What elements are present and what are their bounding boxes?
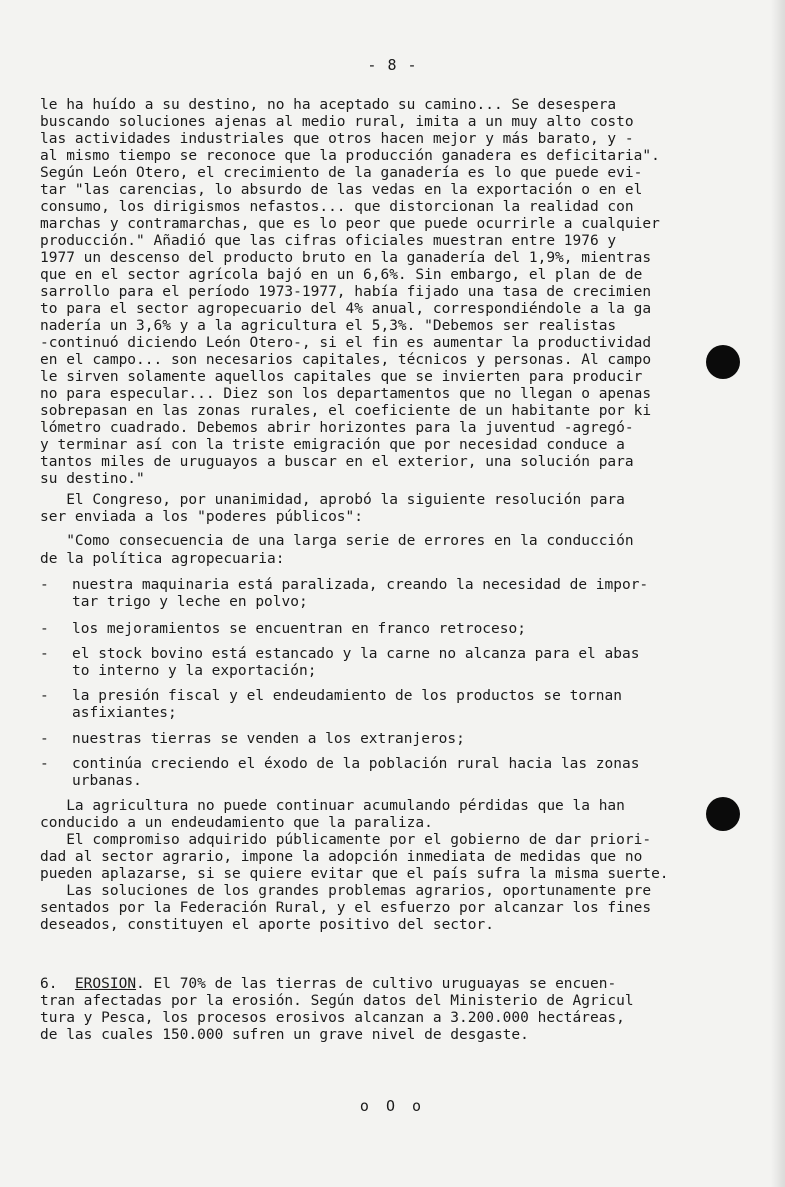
text-line: dad al sector agrario, impone la adopción inmediata de medidas que no xyxy=(40,849,643,865)
list-item-text: el stock bovino está estancado y la carne no alcanza para el abas xyxy=(72,646,640,662)
punch-hole xyxy=(706,345,740,379)
list-item-text: nuestras tierras se venden a los extranjeros; xyxy=(72,731,465,747)
section-first-line xyxy=(40,976,616,993)
text-line: conducido a un endeudamiento que la paraliza. xyxy=(40,815,433,831)
list-item-text: asfixiantes; xyxy=(72,705,177,721)
list-item-text: continúa creciendo el éxodo de la población rural hacia las zonas xyxy=(72,756,640,772)
list-bullet: - xyxy=(40,621,49,637)
list-item-text: nuestra maquinaria está paralizada, creando la necesidad de impor- xyxy=(72,577,649,593)
text-line: y terminar así con la triste emigración que por necesidad conduce a xyxy=(40,437,625,453)
list-item-text: los mejoramientos se encuentran en franco retroceso; xyxy=(72,621,526,637)
text-line: sobrepasan en las zonas rurales, el coeficiente de un habitante por ki xyxy=(40,403,652,419)
text-line: no para especular... Diez son los departamentos que no llegan o apenas xyxy=(40,386,652,402)
text-line: El Congreso, por unanimidad, aprobó la siguiente resolución para xyxy=(40,492,625,508)
text-line: tar "las carencias, lo absurdo de las vedas en la exportación o en el xyxy=(40,182,643,198)
text-line: to para el sector agropecuario del 4% anual, correspondiéndole a la ga xyxy=(40,301,652,317)
text-line: pueden aplazarse, si se quiere evitar que el país sufra la misma suerte. xyxy=(40,866,669,882)
text-line: sarrollo para el período 1973-1977, había fijado una tasa de crecimien xyxy=(40,284,652,300)
list-item-text: to interno y la exportación; xyxy=(72,663,317,679)
text-line: su destino." xyxy=(40,471,145,487)
list-item-text: la presión fiscal y el endeudamiento de los productos se tornan xyxy=(72,688,622,704)
text-line: le sirven solamente aquellos capitales que se invierten para producir xyxy=(40,369,643,385)
list-bullet: - xyxy=(40,756,49,772)
text-line: tura y Pesca, los procesos erosivos alcanzan a 3.200.000 hectáreas, xyxy=(40,1010,625,1026)
text-line: producción." Añadió que las cifras oficiales muestran entre 1976 y xyxy=(40,233,617,249)
text-line: deseados, constituyen el aporte positivo del sector. xyxy=(40,917,494,933)
text-line: lómetro cuadrado. Debemos abrir horizontes para la juventud -agregó- xyxy=(40,420,634,436)
text-line: buscando soluciones ajenas al medio rural, imita a un muy alto costo xyxy=(40,114,634,130)
text-line: las actividades industriales que otros hacen mejor y más barato, y - xyxy=(40,131,634,147)
section-number: 6. xyxy=(40,976,58,992)
text-line: en el campo... son necesarios capitales, técnicos y personas. Al campo xyxy=(40,352,652,368)
list-bullet: - xyxy=(40,731,49,747)
text-line: de las cuales 150.000 sufren un grave nivel de desgaste. xyxy=(40,1027,529,1043)
text-line: marchas y contramarchas, que es lo peor que puede ocurrirle a cualquier xyxy=(40,216,660,232)
text-line: El compromiso adquirido públicamente por el gobierno de dar priori- xyxy=(40,832,652,848)
text-line: de la política agropecuaria: xyxy=(40,551,285,567)
list-bullet: - xyxy=(40,688,49,704)
text-line: nadería un 3,6% y a la agricultura el 5,3%. "Debemos ser realistas xyxy=(40,318,617,334)
text-line: Las soluciones de los grandes problemas agrarios, oportunamente pre xyxy=(40,883,652,899)
list-bullet: - xyxy=(40,577,49,593)
text-line: Según León Otero, el crecimiento de la ganadería es lo que puede evi- xyxy=(40,165,643,181)
text-line: que en el sector agrícola bajó en un 6,6%. Sin embargo, el plan de de xyxy=(40,267,643,283)
text-line: tran afectadas por la erosión. Según datos del Ministerio de Agricul xyxy=(40,993,634,1009)
punch-hole xyxy=(706,797,740,831)
text-line: 1977 un descenso del producto bruto en la ganadería del 1,9%, mientras xyxy=(40,250,652,266)
list-item-text: tar trigo y leche en polvo; xyxy=(72,594,308,610)
text-line: le ha huído a su destino, no ha aceptado su camino... Se desespera xyxy=(40,97,617,113)
section-text: . El 70% de las tierras de cultivo uruguayas se encuen- xyxy=(136,976,617,992)
text-line: ser enviada a los "poderes públicos": xyxy=(40,509,364,525)
text-line: tantos miles de uruguayos a buscar en el exterior, una solución para xyxy=(40,454,634,470)
text-line: -continuó diciendo León Otero-, si el fin es aumentar la productividad xyxy=(40,335,652,351)
text-line: consumo, los dirigismos nefastos... que distorcionan la realidad con xyxy=(40,199,634,215)
text-line: sentados por la Federación Rural, y el esfuerzo por alcanzar los fines xyxy=(40,900,652,916)
text-line: La agricultura no puede continuar acumulando pérdidas que la han xyxy=(40,798,625,814)
list-bullet: - xyxy=(40,646,49,662)
page-number: - 8 - xyxy=(367,56,418,74)
text-line: "Como consecuencia de una larga serie de errores en la conducción xyxy=(40,533,634,549)
list-item-text: urbanas. xyxy=(72,773,142,789)
section-heading: EROSION xyxy=(74,976,137,992)
text-line: al mismo tiempo se reconoce que la producción ganadera es deficitaria". xyxy=(40,148,660,164)
end-marker: o O o xyxy=(359,1097,426,1115)
page-edge-shadow xyxy=(771,0,785,1187)
